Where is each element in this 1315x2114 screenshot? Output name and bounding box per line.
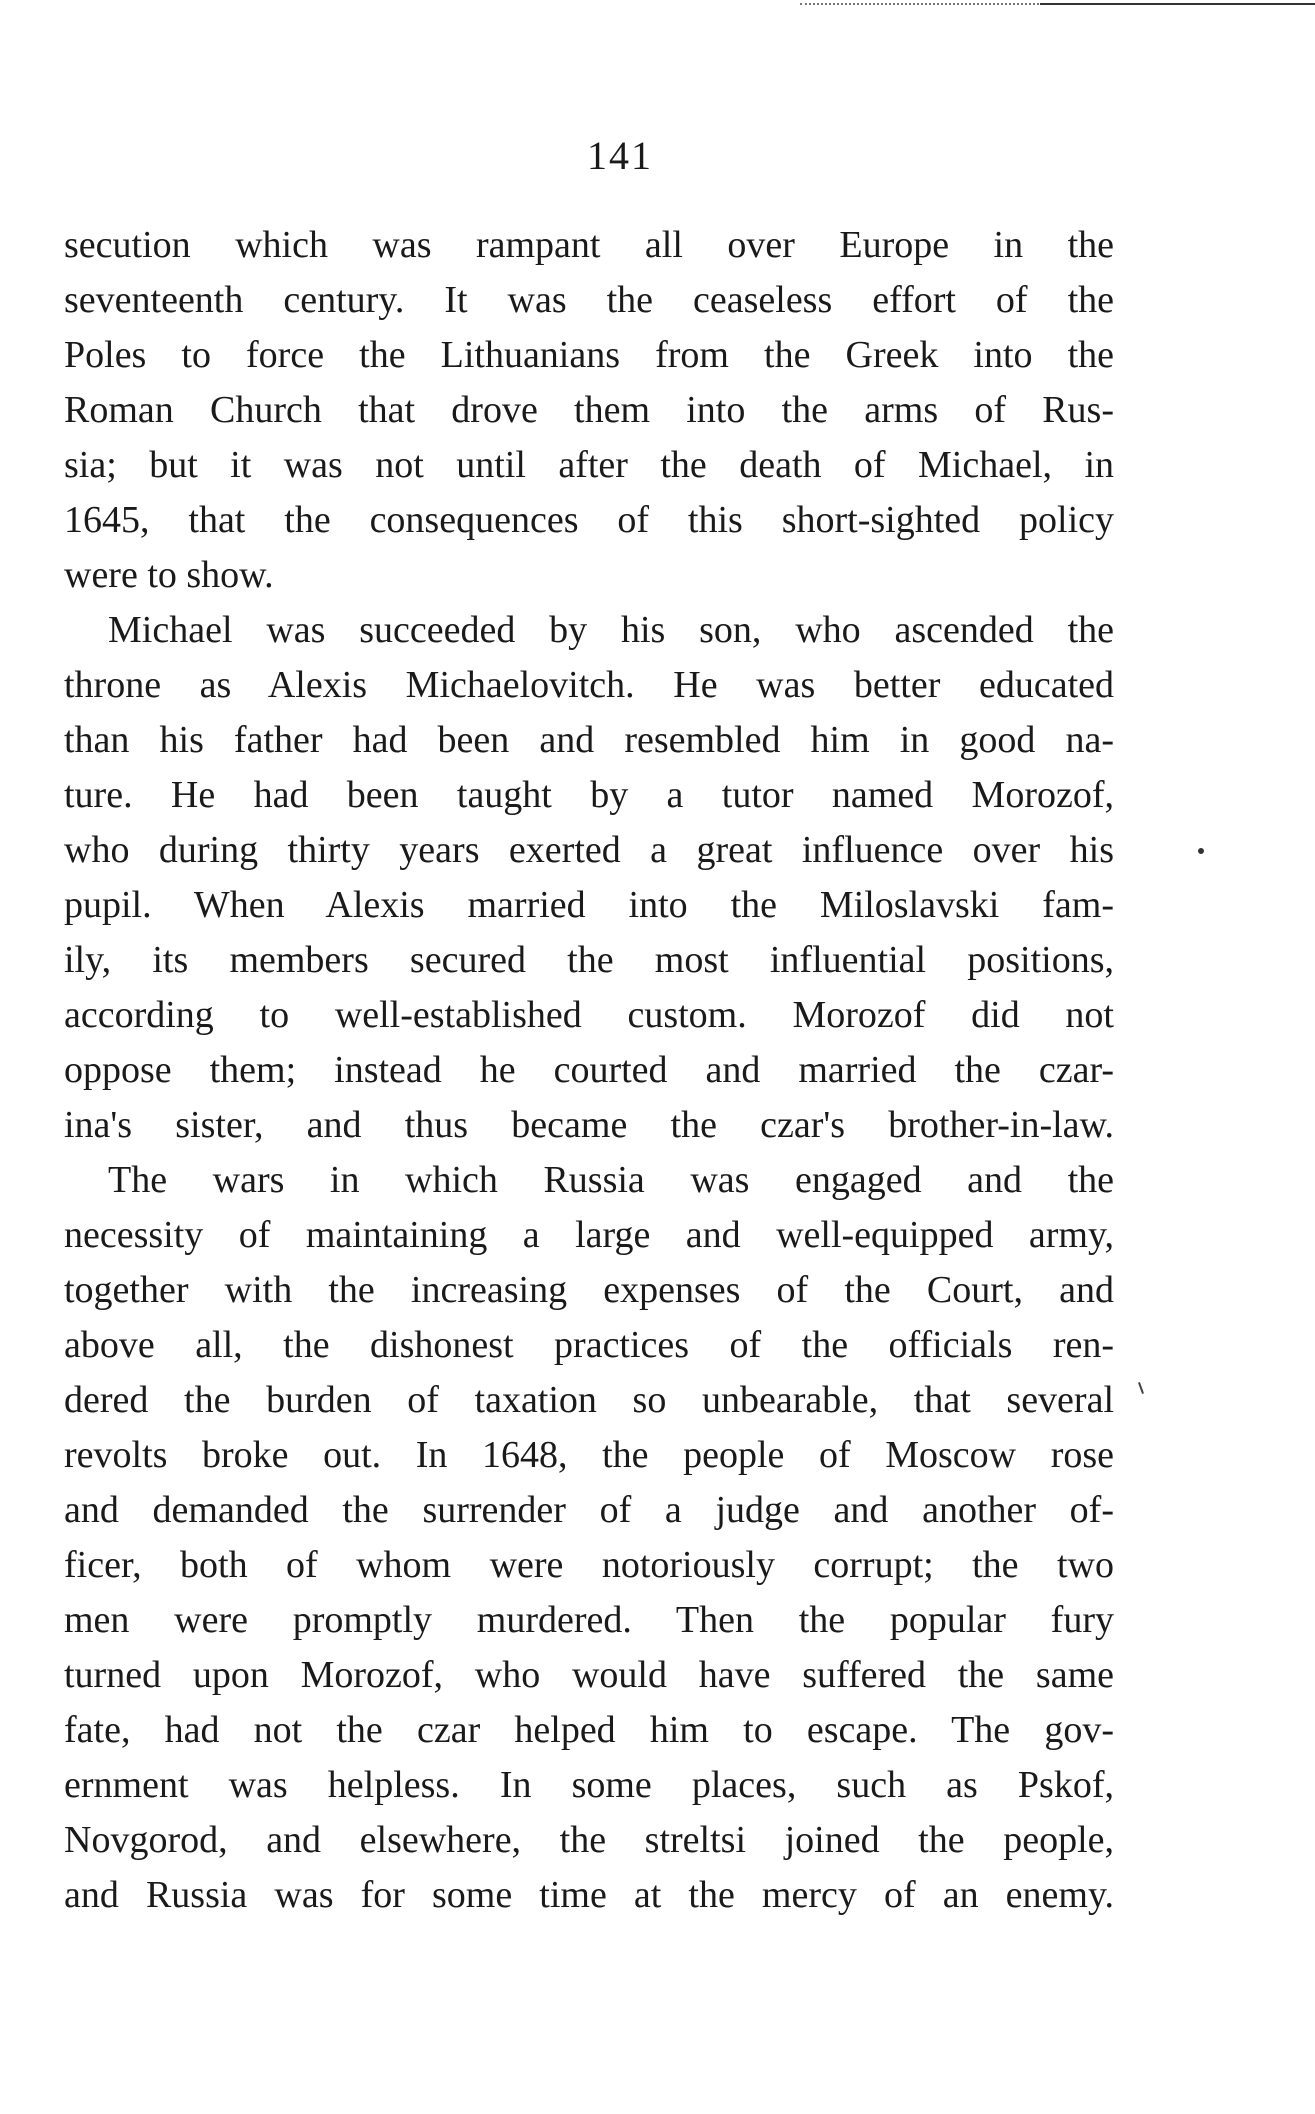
body-text [64, 218, 1114, 1923]
text-line: ficer, both of whom were notoriously corrupt; the two [64, 1544, 1114, 1586]
page-number: 141 [587, 133, 653, 178]
text-line: The wars in which Russia was engaged and the [108, 1159, 1114, 1201]
text-line: ily, its members secured the most influential positions, [64, 939, 1114, 981]
text-line: than his father had been and resembled him in good na- [64, 719, 1114, 761]
text-line: Roman Church that drove them into the arms of Rus- [64, 389, 1114, 431]
text-line: who during thirty years exerted a great influence over his [64, 829, 1114, 871]
text-line: dered the burden of taxation so unbearable, that several [64, 1379, 1114, 1421]
text-line: ernment was helpless. In some places, such as Pskof, [64, 1764, 1114, 1806]
text-line: were to show. [64, 554, 274, 596]
text-line: together with the increasing expenses of the Court, and [64, 1269, 1114, 1311]
text-line: oppose them; instead he courted and married the czar- [64, 1049, 1114, 1091]
margin-speck [1198, 848, 1204, 854]
text-line: ina's sister, and thus became the czar's brother-in-law. [64, 1104, 1114, 1146]
text-line: secution which was rampant all over Europe in the [64, 224, 1114, 266]
top-edge-solid-rule [1040, 3, 1315, 5]
text-line: and Russia was for some time at the mercy of an enemy. [64, 1874, 1114, 1916]
paragraph-1 [64, 218, 1114, 603]
text-line: sia; but it was not until after the death of Michael, in [64, 444, 1114, 486]
text-line: and demanded the surrender of a judge and another of- [64, 1489, 1114, 1531]
text-line: pupil. When Alexis married into the Miloslavski fam- [64, 884, 1114, 926]
text-line: Poles to force the Lithuanians from the Greek into the [64, 334, 1114, 376]
text-line: necessity of maintaining a large and well-equipped army, [64, 1214, 1114, 1256]
text-line: 1645, that the consequences of this short-sighted policy [64, 499, 1114, 541]
text-line: fate, had not the czar helped him to escape. The gov- [64, 1709, 1114, 1751]
text-line: Michael was succeeded by his son, who ascended the [108, 609, 1114, 651]
text-line: men were promptly murdered. Then the popular fury [64, 1599, 1114, 1641]
text-line: throne as Alexis Michaelovitch. He was better educated [64, 664, 1114, 706]
text-line: Novgorod, and elsewhere, the streltsi joined the people, [64, 1819, 1114, 1861]
text-line: turned upon Morozof, who would have suffered the same [64, 1654, 1114, 1696]
text-line: according to well-established custom. Morozof did not [64, 994, 1114, 1036]
paragraph-3 [64, 1153, 1114, 1923]
text-line: seventeenth century. It was the ceaseless effort of the [64, 279, 1114, 321]
margin-tick-mark [1138, 1382, 1144, 1394]
text-line: ture. He had been taught by a tutor named Morozof, [64, 774, 1114, 816]
paragraph-2 [64, 603, 1114, 1153]
text-line: above all, the dishonest practices of the officials ren- [64, 1324, 1114, 1366]
text-line: revolts broke out. In 1648, the people of Moscow rose [64, 1434, 1114, 1476]
